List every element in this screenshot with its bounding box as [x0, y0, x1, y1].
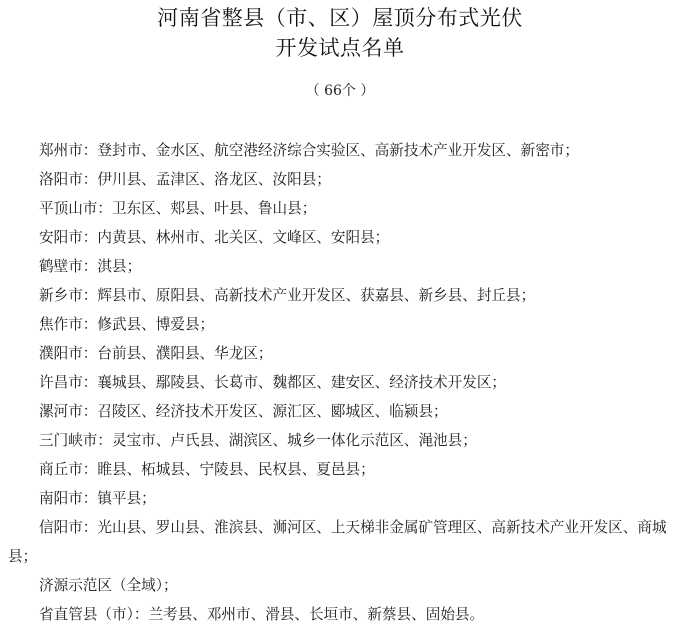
list-item-puyang: 濮阳市：台前县、濮阳县、华龙区； [39, 345, 273, 362]
list-item-xuchang: 许昌市：襄城县、鄢陵县、长葛市、魏都区、建安区、经济技术开发区； [39, 374, 507, 391]
list-item-sanmenxia: 三门峡市：灵宝市、卢氏县、湖滨区、城乡一体化示范区、渑池县； [39, 432, 477, 449]
list-item-jiyuan: 济源示范区（全域）； [39, 577, 178, 594]
document-title-line-1: 河南省整县（市、区）屋顶分布式光伏 [157, 6, 523, 30]
list-item-zhengzhou: 郑州市：登封市、金水区、航空港经济综合实验区、高新技术产业开发区、新密市； [39, 142, 579, 159]
list-item-xinxiang: 新乡市：辉县市、原阳县、高新技术产业开发区、获嘉县、新乡县、封丘县； [39, 287, 536, 304]
list-item-jiaozuo: 焦作市：修武县、博爱县； [39, 316, 215, 333]
pilot-count: （ 66个 ） [305, 83, 375, 99]
list-item-anyang: 安阳市：内黄县、林州市、北关区、文峰区、安阳县； [39, 229, 390, 246]
document-title-line-2: 开发试点名单 [275, 36, 405, 60]
list-item-luohe: 漯河市：召陵区、经济技术开发区、源汇区、郾城区、临颍县； [39, 403, 448, 420]
list-item-hebi: 鹤壁市：淇县； [39, 258, 142, 275]
list-item-xinyang: 信阳市：光山县、罗山县、淮滨县、浉河区、上天梯非金属矿管理区、高新技术产业开发区、商城县； [8, 519, 667, 565]
pilot-list [8, 136, 676, 629]
list-item-provincial-direct: 省直管县（市）：兰考县、邓州市、滑县、长垣市、新蔡县、固始县。 [39, 606, 485, 623]
list-item-nanyang: 南阳市：镇平县； [39, 490, 156, 507]
list-item-pingdingshan: 平顶山市：卫东区、郏县、叶县、鲁山县； [39, 200, 317, 217]
list-item-luoyang: 洛阳市：伊川县、孟津区、洛龙区、汝阳县； [39, 171, 331, 188]
list-item-shangqiu: 商丘市：睢县、柘城县、宁陵县、民权县、夏邑县； [39, 461, 375, 478]
